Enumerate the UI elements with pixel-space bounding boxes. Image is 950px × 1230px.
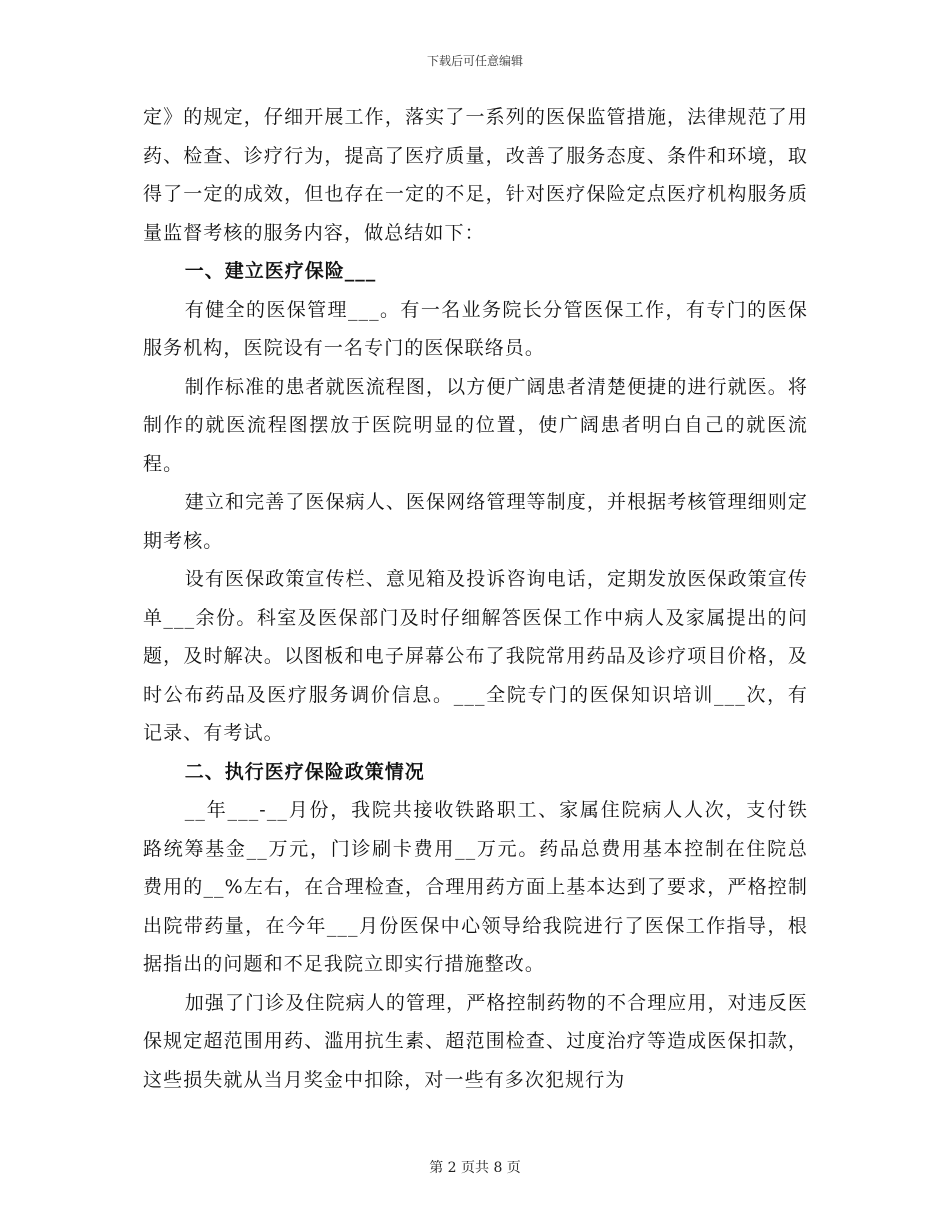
page-footer: 第 2 页共 8 页	[429, 1160, 521, 1176]
paragraph: __年___-__月份，我院共接收铁路职工、家属住院病人人次，支付铁路统筹基金__万元，门诊刷卡费用__万元。药品总费用基本控制在住院总费用的__%左右，在合理检查，合理用药方面上基本达到了要求，严格控制出院带药量，在今年___月份医保中心领导给我院进行了医保工作指导，根据指出的问题和不足我院立即实行措施整改。	[143, 799, 808, 975]
paragraph: 建立和完善了医保病人、医保网络管理等制度，并根据考核管理细则定期考核。	[143, 491, 808, 552]
document-body	[143, 98, 808, 1099]
paragraph: 加强了门诊及住院病人的管理，严格控制药物的不合理应用，对违反医保规定超范围用药、滥用抗生素、超范围检查、过度治疗等造成医保扣款，这些损失就从当月奖金中扣除，对一些有多次犯规行为	[143, 991, 808, 1091]
paragraph: 设有医保政策宣传栏、意见箱及投诉咨询电话，定期发放医保政策宣传单___余份。科室及医保部门及时仔细解答医保工作中病人及家属提出的问题，及时解决。以图板和电子屏幕公布了我院常用药品及诊疗项目价格，及时公布药品及医疗服务调价信息。___全院专门的医保知识培训___次，有记录、有考试。	[143, 568, 808, 744]
section-heading-1: 一、建立医疗保险___	[184, 260, 377, 282]
paragraph: 有健全的医保管理___。有一名业务院长分管医保工作，有专门的医保服务机构，医院设有一名专门的医保联络员。	[143, 298, 808, 359]
paragraph: 制作标准的患者就医流程图，以方便广阔患者清楚便捷的进行就医。将制作的就医流程图摆放于医院明显的位置，使广阔患者明白自己的就医流程。	[143, 375, 808, 475]
section-heading-2: 二、执行医疗保险政策情况	[184, 760, 425, 783]
page-header: 下载后可任意编辑	[426, 54, 523, 68]
paragraph-continuation: 定》的规定，仔细开展工作，落实了一系列的医保监管措施，法律规范了用药、检查、诊疗行为，提高了医疗质量，改善了服务态度、条件和环境，取得了一定的成效，但也存在一定的不足，针对医疗保险定点医疗机构服务质量监督考核的服务内容，做总结如下：	[143, 106, 808, 244]
